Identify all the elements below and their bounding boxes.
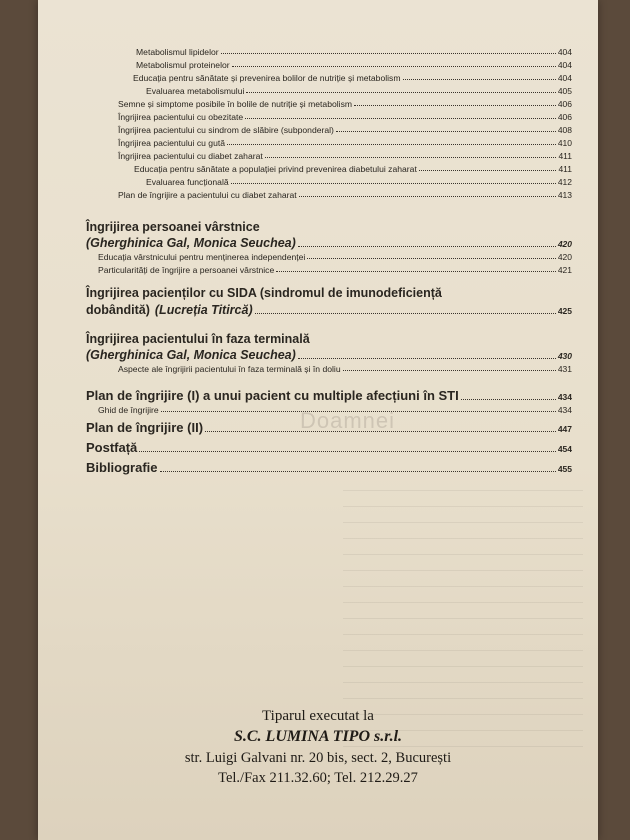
section-title-continued: dobândită) (Lucreția Titircă) 425	[86, 303, 572, 317]
toc-entry	[98, 265, 572, 275]
leader-dots	[265, 157, 557, 158]
toc-entry	[98, 252, 572, 262]
leader-dots	[276, 271, 556, 272]
toc-page-number: 434	[557, 392, 572, 402]
section-title: Îngrijirea pacientului în faza terminală	[86, 332, 310, 346]
section-title: Plan de îngrijire (I) a unui pacient cu multiple afecțiuni în STI 434	[86, 388, 572, 403]
section-title: Îngrijirea persoanei vârstnice	[86, 220, 260, 234]
toc-entry-text: Metabolismul lipidelor	[136, 47, 219, 57]
leader-dots	[343, 370, 556, 371]
leader-dots	[227, 144, 556, 145]
leader-dots	[255, 313, 556, 314]
printer-line-1: Tiparul executat la	[262, 708, 374, 724]
toc-entry	[118, 151, 572, 161]
toc-page-number: 404	[557, 73, 572, 83]
toc-page-number: 408	[557, 125, 572, 135]
toc-entry	[146, 86, 572, 96]
leader-dots	[160, 471, 556, 472]
toc-entry-text: Educația vârstnicului pentru menținerea independenței	[98, 252, 306, 262]
toc-page-number: 411	[558, 164, 572, 174]
printer-phone: Tel./Fax 211.32.60; Tel. 212.29.27	[218, 770, 418, 786]
section-authors: (Lucreția Titircă)	[154, 303, 253, 317]
leader-dots	[245, 118, 556, 119]
toc-page-number: 431	[557, 364, 572, 374]
toc-entry	[118, 125, 572, 135]
toc-entry-text: Îngrijirea pacientului cu sindrom de slăbire (subponderal)	[118, 125, 334, 135]
toc-entry	[136, 47, 572, 57]
leader-dots	[354, 105, 556, 106]
leader-dots	[298, 246, 556, 247]
toc-page-number: 421	[557, 265, 572, 275]
toc-page-number: 425	[557, 306, 572, 316]
leader-dots	[232, 66, 556, 67]
toc-entry-text: Semne și simptome posibile în bolile de nutriție și metabolism	[118, 99, 353, 109]
leader-dots	[419, 170, 557, 171]
toc-page-number: 410	[557, 138, 572, 148]
leader-dots	[307, 258, 555, 259]
toc-page-number: 434	[557, 405, 572, 415]
toc-entry-text: Plan de îngrijire a pacientului cu diabet zaharat	[118, 190, 297, 200]
section-title: Postfață 454	[86, 440, 572, 455]
toc-entry-text: Evaluarea metabolismului	[146, 86, 245, 96]
toc-page-number: 454	[557, 444, 572, 454]
section-authors: (Gherghinica Gal, Monica Seuchea) 420	[86, 236, 572, 250]
toc-page-number: 411	[558, 151, 572, 161]
toc-page-number: 404	[557, 47, 572, 57]
toc-page-number: 420	[557, 239, 572, 249]
toc-entry-text: Particularități de îngrijire a persoanei vârstnice	[98, 265, 275, 275]
leader-dots	[221, 53, 556, 54]
toc-page-number: 420	[557, 252, 572, 262]
toc-page-number: 405	[557, 86, 572, 96]
section-authors: (Gherghinica Gal, Monica Seuchea) 430	[86, 348, 572, 362]
toc-entry-text: Metabolismul proteinelor	[136, 60, 230, 70]
toc-page-number: 430	[557, 351, 572, 361]
toc-entry-text: Educația pentru sănătate și prevenirea bolilor de nutriție și metabolism	[133, 73, 401, 83]
toc-entry-text: Îngrijirea pacientului cu obezitate	[118, 112, 244, 122]
watermark: Doamnei	[300, 408, 396, 433]
book-page	[38, 0, 598, 840]
leader-dots	[403, 79, 556, 80]
toc-entry-text: Îngrijirea pacientului cu gută	[118, 138, 226, 148]
toc-page-number: 447	[557, 424, 572, 434]
toc-entry	[146, 177, 572, 187]
leader-dots	[231, 183, 556, 184]
section-title: Îngrijirea pacienților cu SIDA (sindromul de imunodeficiență	[86, 286, 442, 300]
leader-dots	[139, 451, 556, 452]
toc-page-number: 406	[557, 112, 572, 122]
toc-entry	[118, 138, 572, 148]
printer-address: str. Luigi Galvani nr. 20 bis, sect. 2, București	[184, 750, 452, 766]
toc-page-number: 412	[557, 177, 572, 187]
leader-dots	[461, 399, 556, 400]
toc-entry	[118, 99, 572, 109]
toc-page-number: 406	[557, 99, 572, 109]
toc-page-number: 455	[557, 464, 572, 474]
toc-entry	[118, 112, 572, 122]
leader-dots	[336, 131, 556, 132]
leader-dots	[299, 196, 556, 197]
toc-entry	[134, 164, 572, 174]
toc-entry	[118, 364, 572, 374]
toc-entry-text: Îngrijirea pacientului cu diabet zaharat	[118, 151, 263, 161]
leader-dots	[298, 358, 556, 359]
toc-entry-text: Ghid de îngrijire	[98, 405, 159, 415]
toc-page-number: 404	[557, 60, 572, 70]
toc-entry-text: Educația pentru sănătate a populației privind prevenirea diabetului zaharat	[134, 164, 417, 174]
section-title: Bibliografie 455	[86, 460, 572, 475]
section-title: Plan de îngrijire (II) 447	[86, 420, 572, 435]
toc-entry-text: Aspecte ale îngrijirii pacientului în faza terminală și în doliu	[118, 364, 341, 374]
printer-company: S.C. LUMINA TIPO s.r.l.	[233, 728, 403, 745]
toc-entry	[118, 190, 572, 200]
toc-entry-text: Evaluarea funcțională	[146, 177, 229, 187]
toc-entry	[136, 60, 572, 70]
toc-page-number: 413	[557, 190, 572, 200]
leader-dots	[246, 92, 555, 93]
toc-entry	[133, 73, 572, 83]
